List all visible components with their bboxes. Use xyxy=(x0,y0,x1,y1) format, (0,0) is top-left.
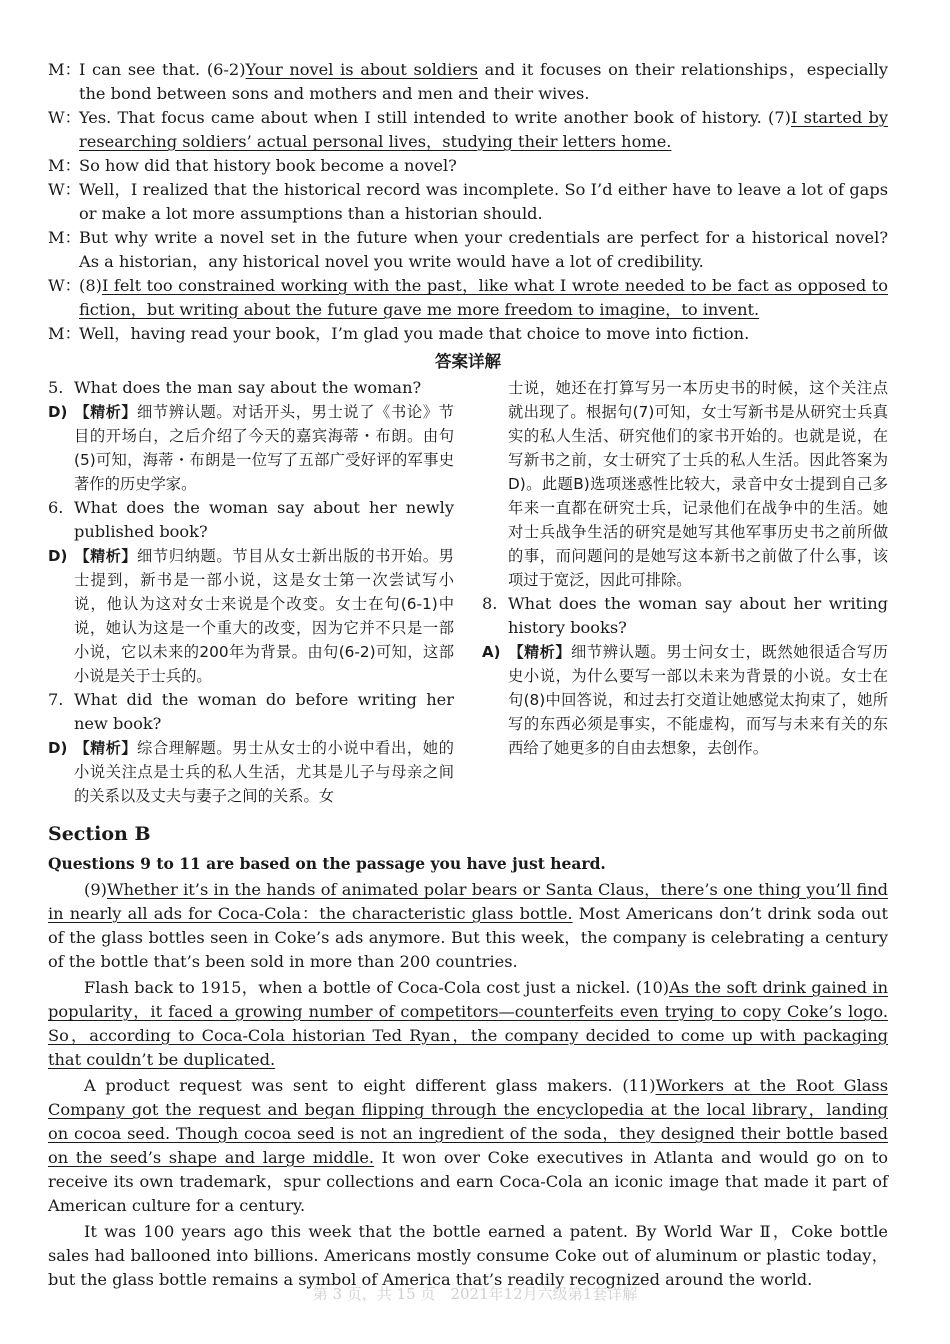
question-number: 7. xyxy=(48,690,64,709)
dialogue-transcript xyxy=(48,58,888,346)
question-text: What did the woman do before writing her new book? xyxy=(74,690,454,733)
analysis-tag: 【精析】 xyxy=(74,403,137,421)
passage-text: A product request was sent to eight different glass makers. (11) xyxy=(84,1076,656,1095)
passage-text: It was 100 years ago this week that the bottle earned a patent. By World War Ⅱ，Coke bottle sales had ballooned into billions. Americans mostly consume Coke out of aluminum or plastic today，but the glass bottle remains a symbol of America that’s readily recognized around the world. xyxy=(48,1222,888,1289)
passage-paragraph xyxy=(48,976,888,1072)
underlined-text: As the soft drink gained in popularity，it faced a growing number of competitors—counterfeits even trying to copy Coke’s logo. So，according to Coca-Cola historian Ted Ryan，the company decided to come up with packaging that couldn’t be duplicated. xyxy=(48,978,888,1069)
passage-text: Flash back to 1915，when a bottle of Coca-Cola cost just a nickel. (10) xyxy=(84,978,670,997)
analysis-tag: 【精析】 xyxy=(74,547,137,565)
dialogue-text: So how did that history book become a novel? xyxy=(79,156,457,175)
dialogue-text: I can see that. (6-2) xyxy=(79,60,246,79)
question-number: 8. xyxy=(482,594,498,613)
answer-letter: A) xyxy=(482,643,501,661)
dialogue-line xyxy=(48,322,888,346)
dialogue-text: Yes. That focus came about when I still intended to write another book of history. (7) xyxy=(79,108,791,127)
speaker-label: W： xyxy=(48,108,81,127)
answer-explanation xyxy=(48,400,454,496)
answer-explanation xyxy=(48,736,454,808)
speaker-label: W： xyxy=(48,180,81,199)
dialogue-text: and it focuses on their relationships，especially the bond between sons and mothers and men and their wives. xyxy=(79,60,888,103)
answer-columns xyxy=(48,376,888,808)
question-number: 6. xyxy=(48,498,64,517)
dialogue-line xyxy=(48,58,888,106)
speaker-label: W： xyxy=(48,276,81,295)
analysis-tag: 【精析】 xyxy=(74,739,137,757)
dialogue-text: (8) xyxy=(79,276,102,295)
question-text: What does the woman say about her newly published book? xyxy=(74,498,454,541)
answer-left-column xyxy=(48,376,454,808)
underlined-text: Workers at the Root Glass Company got the request and began flipping through the encyclopedia at the local library，landing on cocoa seed. Though cocoa seed is not an ingredient of the soda，they designed their bottle based on the seed’s shape and large middle. xyxy=(48,1076,889,1167)
dialogue-line xyxy=(48,226,888,274)
page-footer: 第 3 页，共 15 页 2021年12月六级第1套详解 xyxy=(312,1285,638,1303)
answer-right-column xyxy=(482,376,888,808)
question-item xyxy=(48,376,454,400)
passage-text: It won over Coke executives in Atlanta and would go on to receive its own trademark，spur collections and earn Coca-Cola an iconic image that made it part of American culture for a century. xyxy=(48,1148,888,1215)
explanation-text: 综合理解题。男士从女士的小说中看出，她的小说关注点是士兵的私人生活，尤其是儿子与母亲之间的关系以及丈夫与妻子之间的关系。女 xyxy=(74,739,454,805)
dialogue-line xyxy=(48,106,888,154)
analysis-tag: 【精析】 xyxy=(508,643,571,661)
question-item xyxy=(48,688,454,736)
explanation-continued: 士说，她还在打算写另一本历史书的时候，这个关注点就出现了。根据句(7)可知，女士写新书是从研究士兵真实的私人生活、研究他们的家书开始的。也就是说，在写新书之前，女士研究了士兵的私人生活。因此答案为D)。此题B)选项迷惑性比较大，录音中女士提到自己多年来一直都在研究士兵，记录他们在战争中的生活。她对士兵战争生活的研究是她写其他军事历史书之前所做的事，而问题问的是她写这本新书之前做了什么事，该项过于宽泛，因此可排除。 xyxy=(508,379,888,589)
underlined-text: I felt too constrained working with the past，like what I wrote needed to be fact as opposed to fiction，but writing about the future gave me more freedom to imagine，to invent. xyxy=(79,276,888,319)
question-number: 5. xyxy=(48,378,64,397)
passage-paragraph xyxy=(48,1074,888,1218)
speaker-label: M： xyxy=(48,324,81,343)
answer-explanation xyxy=(48,544,454,688)
passage-paragraph xyxy=(48,878,888,974)
question-text: What does the man say about the woman? xyxy=(74,378,422,397)
explanation-text: 细节归纳题。节目从女士新出版的书开始。男士提到，新书是一部小说，这是女士第一次尝试写小说，他认为这对女士来说是个改变。女士在句(6-1)中说，她认为这是一个重大的改变，因为它并不只是一部小说，它以未来的200年为背景。由句(6-2)可知，这部小说是关于士兵的。 xyxy=(74,547,454,685)
passage xyxy=(48,878,888,1292)
dialogue-text: Well，I realized that the historical record was incomplete. So I’d either have to leave a lot of gaps or make a lot more assumptions than a historian should. xyxy=(79,180,888,223)
speaker-label: M： xyxy=(48,60,81,79)
answer-letter: D) xyxy=(48,739,68,757)
underlined-text: I started by researching soldiers’ actual personal lives，studying their letters home. xyxy=(79,108,888,151)
passage-text: Most Americans don’t drink soda out of the glass bottles seen in Coke’s ads anymore. But this week，the company is celebrating a century of the bottle that’s been sold in more than 200 countries. xyxy=(48,904,888,971)
dialogue-line xyxy=(48,274,888,322)
questions-instruction: Questions 9 to 11 are based on the passage you have just heard. xyxy=(48,854,606,873)
answer-letter: D) xyxy=(48,403,68,421)
question-item xyxy=(48,496,454,544)
speaker-label: M： xyxy=(48,228,81,247)
speaker-label: M： xyxy=(48,156,81,175)
explanation-text: 细节辨认题。男士问女士，既然她很适合写历史小说，为什么要写一部以未来为背景的小说。女士在句(8)中回答说，和过去打交道让她感觉太拘束了，她所写的东西必须是事实，不能虚构，而写与未来有关的东西给了她更多的自由去想象，去创作。 xyxy=(508,643,888,757)
dialogue-text: Well，having read your book，I’m glad you made that choice to move into fiction. xyxy=(79,324,750,343)
answer-explanation xyxy=(482,640,888,760)
explanation-text: 细节辨认题。对话开头，男士说了《书论》节目的开场白，之后介绍了今天的嘉宾海蒂・布朗。由句(5)可知，海蒂・布朗是一位写了五部广受好评的军事史著作的历史学家。 xyxy=(74,403,454,493)
answer-letter: D) xyxy=(48,547,68,565)
underlined-text: Your novel is about soldiers xyxy=(245,60,478,79)
dialogue-text: But why write a novel set in the future when your credentials are perfect for a historical novel? As a historian，any historical novel you write would have a lot of credibility. xyxy=(79,228,888,271)
dialogue-line xyxy=(48,178,888,226)
dialogue-line xyxy=(48,154,888,178)
question-item xyxy=(482,592,888,640)
section-b-title: Section B xyxy=(48,823,151,845)
question-text: What does the woman say about her writing history books? xyxy=(508,594,888,637)
underlined-text: Whether it’s in the hands of animated polar bears or Santa Claus，there’s one thing you’ll find in nearly all ads for Coca-Cola：the characteristic glass bottle. xyxy=(48,880,888,923)
passage-text: (9) xyxy=(84,880,107,899)
answer-section-title: 答案详解 xyxy=(435,352,501,371)
